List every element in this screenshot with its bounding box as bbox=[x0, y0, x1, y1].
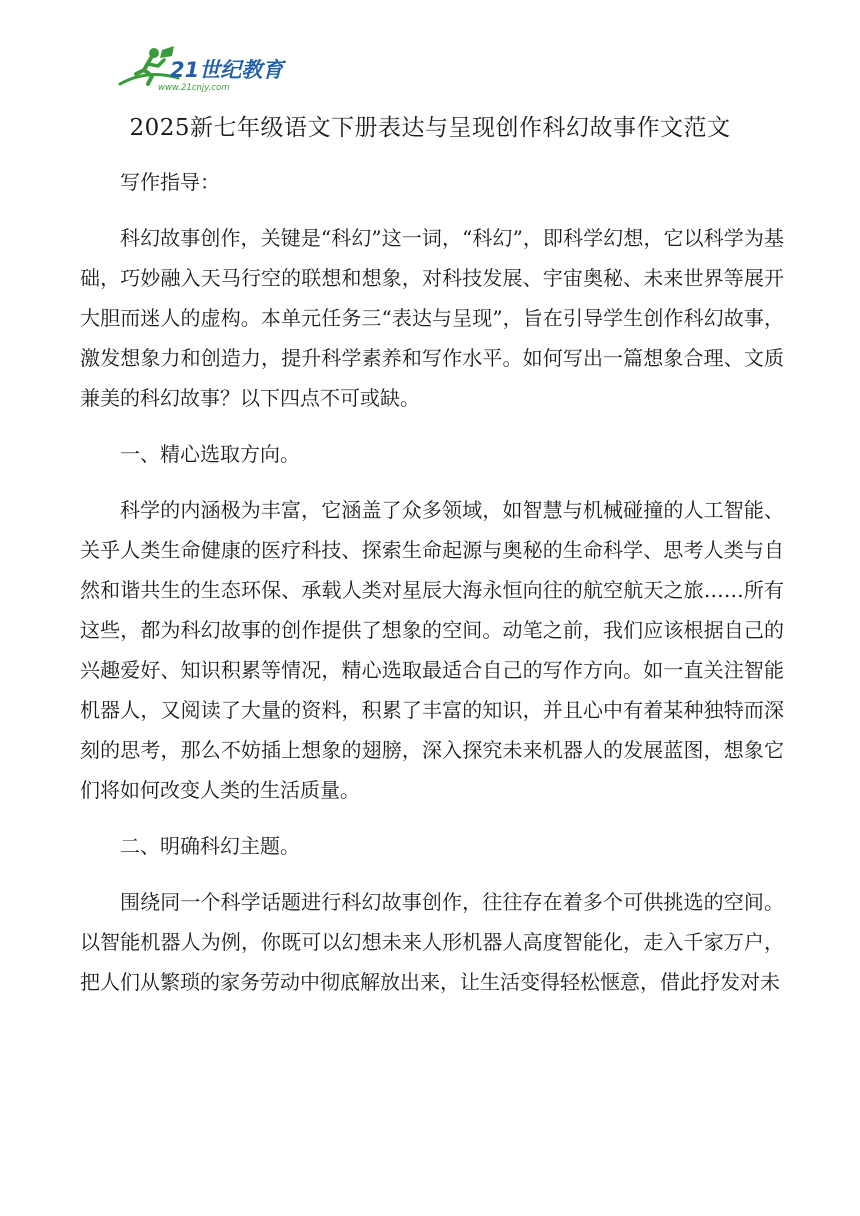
paragraph: 科幻故事创作，关键是“科幻”这一词，“科幻”，即科学幻想，它以科学为基础，巧妙融入天马行空的联想和想象，对科技发展、宇宙奥秘、未来世界等展开大胆而迷人的虚构。本单元任务三“表达与呈现”，旨在引导学生创作科幻故事，激发想象力和创造力，提升科学素养和写作水平。如何写出一篇想象合理、文质兼美的科幻故事？以下四点不可或缺。 bbox=[80, 226, 784, 410]
article-body bbox=[80, 162, 784, 1018]
page-title: 2025新七年级语文下册表达与呈现创作科幻故事作文范文 bbox=[129, 115, 731, 141]
runner-logo-icon bbox=[118, 44, 288, 94]
paragraph: 围绕同一个科学话题进行科幻故事创作，往往存在着多个可供挑选的空间。以智能机器人为例，你既可以幻想未来人形机器人高度智能化，走入千家万户，把人们从繁琐的家务劳动中彻底解放出来，让生活变得轻松惬意，借此抒发对未 bbox=[80, 890, 784, 994]
paragraph: 科学的内涵极为丰富，它涵盖了众多领域，如智慧与机械碰撞的人工智能、关乎人类生命健康的医疗科技、探索生命起源与奥秘的生命科学、思考人类与自然和谐共生的生态环保、承载人类对星辰大海永恒向往的航空航天之旅……所有这些，都为科幻故事的创作提供了想象的空间。动笔之前，我们应该根据自己的兴趣爱好、知识积累等情况，精心选取最适合自己的写作方向。如一直关注智能机器人，又阅读了大量的资料，积累了丰富的知识，并且心中有着某种独特而深刻的思考，那么不妨插上想象的翅膀，深入探究未来机器人的发展蓝图，想象它们将如何改变人类的生活质量。 bbox=[80, 498, 784, 802]
brand-text: 21世纪教育 bbox=[170, 58, 284, 82]
brand-url: www.21cnjy.com bbox=[158, 83, 230, 93]
section-heading: 二、明确科幻主题。 bbox=[120, 834, 300, 858]
section-heading: 一、精心选取方向。 bbox=[120, 442, 300, 466]
brand-logo bbox=[118, 44, 288, 94]
guide-heading: 写作指导： bbox=[120, 170, 220, 194]
